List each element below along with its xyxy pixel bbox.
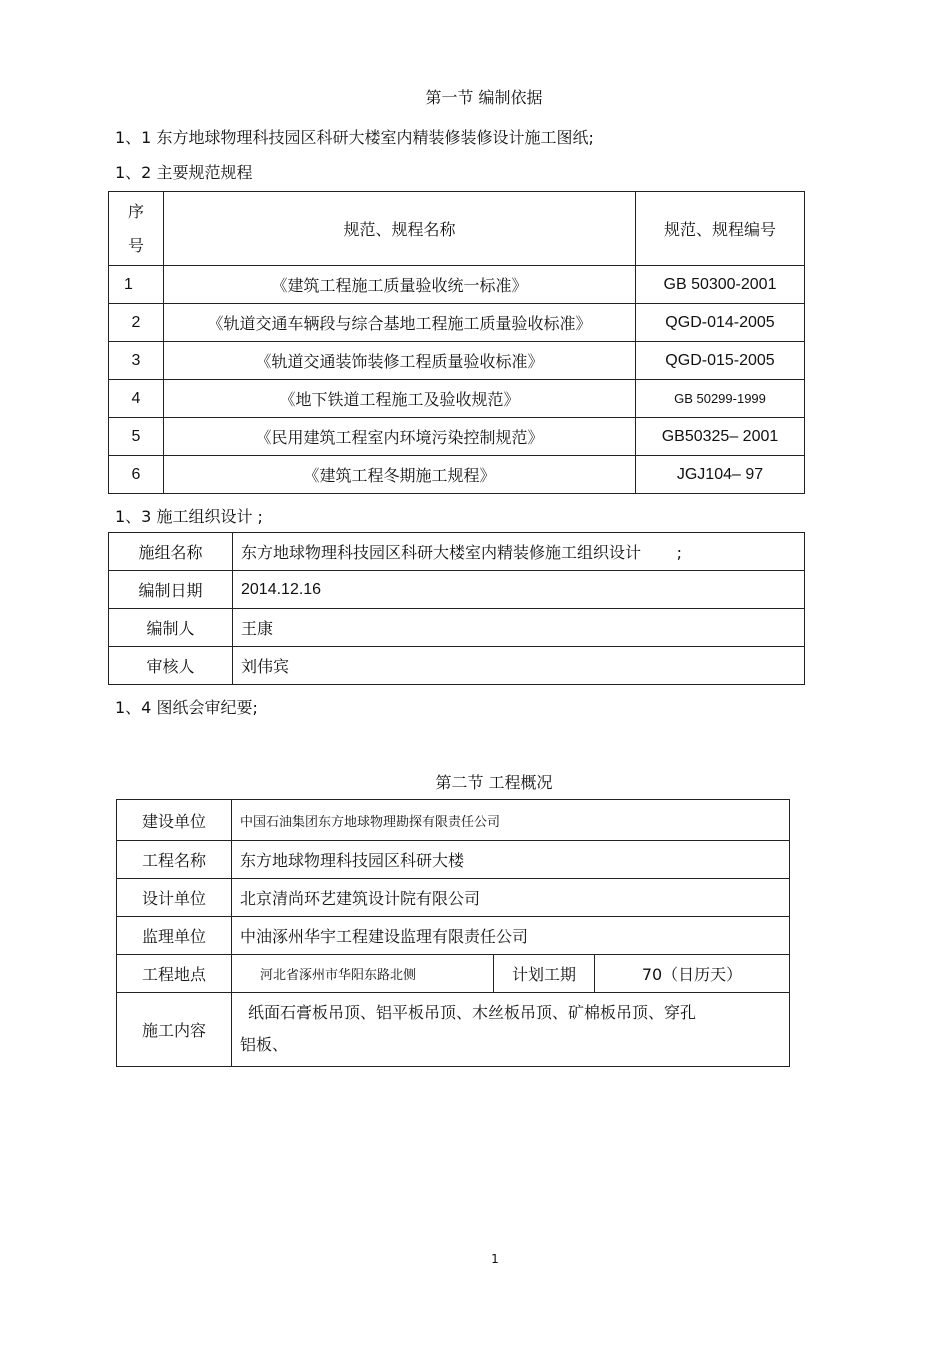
row-name: 《轨道交通车辆段与综合基地工程施工质量验收标准》	[164, 304, 636, 342]
table-row	[117, 841, 790, 879]
table-row	[117, 955, 790, 993]
table-row	[109, 418, 805, 456]
design-label: 编制人	[109, 609, 233, 647]
period-label: 计划工期	[494, 955, 595, 993]
period-value: 70（日历天）	[595, 955, 790, 993]
project-value: 东方地球物理科技园区科研大楼	[232, 841, 790, 879]
basis-item-4: 1、4 图纸会审纪要;	[115, 698, 258, 717]
table-row	[117, 800, 790, 841]
row-code: GB50325– 2001	[636, 418, 805, 456]
table-row	[109, 647, 805, 685]
row-no: 1	[109, 266, 164, 304]
location-value: 河北省涿州市华阳东路北侧	[232, 955, 494, 993]
location-label: 工程地点	[117, 955, 232, 993]
norms-table	[108, 191, 805, 494]
row-name: 《地下铁道工程施工及验收规范》	[164, 380, 636, 418]
row-code: GB 50300-2001	[636, 266, 805, 304]
table-row	[117, 917, 790, 955]
design-label: 施组名称	[109, 533, 233, 571]
design-value: 刘伟宾	[233, 647, 805, 685]
row-code: QGD-015-2005	[636, 342, 805, 380]
design-value: 2014.12.16	[233, 571, 805, 609]
row-name: 《建筑工程施工质量验收统一标准》	[164, 266, 636, 304]
section2-title: 第二节 工程概况	[435, 773, 553, 792]
designer-value: 北京清尚环艺建筑设计院有限公司	[232, 879, 790, 917]
table-row	[117, 993, 790, 1067]
row-name: 《轨道交通装饰装修工程质量验收标准》	[164, 342, 636, 380]
row-code: JGJ104– 97	[636, 456, 805, 494]
basis-item-1: 1、1 东方地球物理科技园区科研大楼室内精装修装修设计施工图纸;	[115, 128, 594, 147]
table-row	[117, 879, 790, 917]
table-row	[109, 342, 805, 380]
row-no: 3	[109, 342, 164, 380]
design-table	[108, 532, 805, 685]
content-line-1: 纸面石膏板吊顶、铝平板吊顶、木丝板吊顶、矿棉板吊顶、穿孔	[248, 1003, 697, 1022]
row-no: 5	[109, 418, 164, 456]
row-name: 《建筑工程冬期施工规程》	[164, 456, 636, 494]
table-row	[109, 456, 805, 494]
basis-item-2: 1、2 主要规范规程	[115, 163, 253, 182]
table-row	[109, 571, 805, 609]
header-no-line2: 号	[127, 235, 144, 255]
supervisor-label: 监理单位	[117, 917, 232, 955]
content-line-2: 铝板、	[240, 1035, 289, 1054]
row-name: 《民用建筑工程室内环境污染控制规范》	[164, 418, 636, 456]
header-name: 规范、规程名称	[164, 192, 636, 266]
section1-title: 第一节 编制依据	[425, 88, 543, 107]
table-row	[109, 266, 805, 304]
table-row	[109, 609, 805, 647]
row-no: 6	[109, 456, 164, 494]
owner-label: 建设单位	[117, 800, 232, 841]
designer-label: 设计单位	[117, 879, 232, 917]
header-no	[109, 192, 164, 266]
project-label: 工程名称	[117, 841, 232, 879]
table-row	[109, 533, 805, 571]
design-label: 编制日期	[109, 571, 233, 609]
overview-table	[116, 799, 790, 1067]
page-number: 1	[491, 1252, 499, 1266]
design-label: 审核人	[109, 647, 233, 685]
design-value: 王康	[233, 609, 805, 647]
supervisor-value: 中油涿州华宇工程建设监理有限责任公司	[232, 917, 790, 955]
design-value: 东方地球物理科技园区科研大楼室内精装修施工组织设计 ;	[233, 533, 805, 571]
row-code: GB 50299-1999	[636, 380, 805, 418]
basis-item-3: 1、3 施工组织设计 ;	[115, 507, 263, 526]
row-no: 4	[109, 380, 164, 418]
header-no-line1: 序	[127, 201, 144, 221]
row-code: QGD-014-2005	[636, 304, 805, 342]
table-row	[109, 380, 805, 418]
header-code: 规范、规程编号	[636, 192, 805, 266]
row-no: 2	[109, 304, 164, 342]
table-row	[109, 304, 805, 342]
content-label: 施工内容	[117, 993, 232, 1067]
owner-value: 中国石油集团东方地球物理勘探有限责任公司	[232, 800, 790, 841]
norms-header-row	[109, 192, 805, 266]
content-value	[232, 993, 790, 1067]
